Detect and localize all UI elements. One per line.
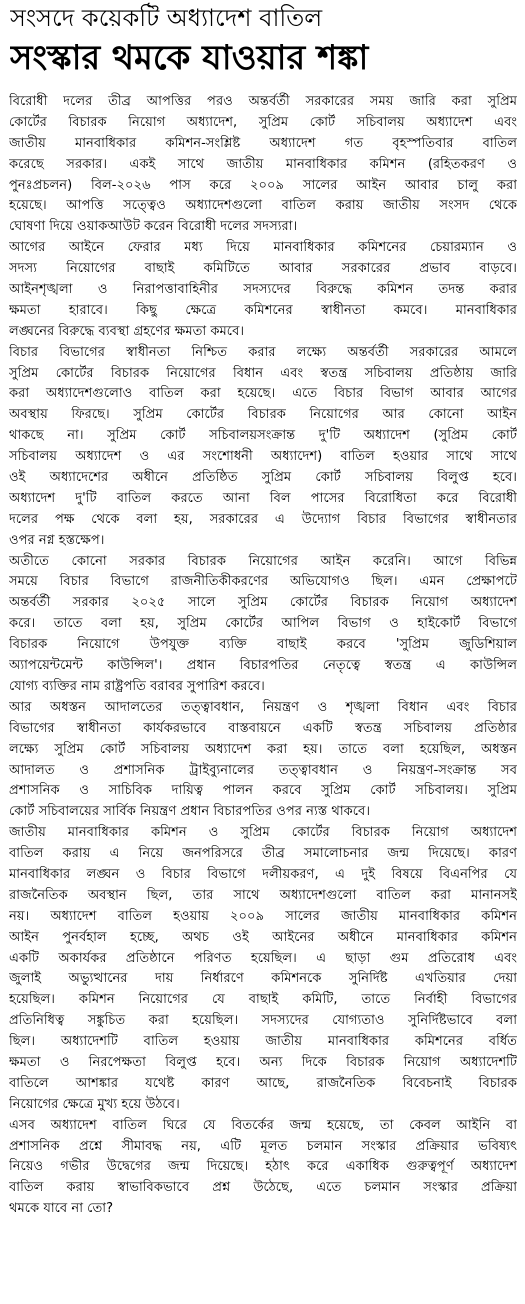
article-paragraph xyxy=(9,552,517,698)
paragraph-line: কোর্টের বিচারক নিয়োগ অধ্যাদেশ, সুপ্রিম কোর্ট সচিবালয় অধ্যাদেশ এবং xyxy=(9,114,517,130)
paragraph-line: বাতিল করায় এ নিয়ে জনপরিসরে তীব্র সমালোচনার জন্ম দিয়েছে। কারণ xyxy=(9,846,517,862)
paragraph-line: বাতিলে আশঙ্কার যথেষ্ট কারণ আছে, রাজনৈতিক বিবেচনাই বিচারক xyxy=(9,1075,517,1091)
paragraph-line: অধ্যাদেশ দু'টি বাতিল করতে আনা বিল পাসের বিরোধিতা করে বিরোধী xyxy=(9,490,517,506)
article-paragraph xyxy=(9,343,517,552)
paragraph-line: ঘোষণা দিয়ে ওয়াকআউট করেন বিরোধী দলের সদস্যরা। xyxy=(9,219,298,235)
paragraph-line: সময়ে বিচার বিভাগে রাজনীতিকীকরণের অভিযোগও ছিল। এমন প্রেক্ষাপটে xyxy=(9,574,517,590)
paragraph-line: আগের আইনে ফেরার মধ্য দিয়ে মানবাধিকার কমিশনের চেয়ারম্যান ও xyxy=(9,240,517,256)
paragraph-line: অবস্থায় ফিরছে। সুপ্রিম কোর্টের বিচারক নিয়োগের আর কোনো আইন xyxy=(9,407,517,423)
article-paragraph xyxy=(9,698,517,823)
paragraph-line: করেছে সরকার। একই সাথে জাতীয় মানবাধিকার কমিশন (রহিতকরণ ও xyxy=(9,156,517,172)
paragraph-line: ছিল। অধ্যাদেশটি বাতিল হওয়ায় জাতীয় মানবাধিকার কমিশনের বর্ধিত xyxy=(9,1034,517,1050)
paragraph-line: যোগ্য ব্যক্তির নাম রাষ্ট্রপতি বরাবর সুপারিশ করবে। xyxy=(9,678,265,694)
paragraph-line: সচিবালয় অধ্যাদেশ ও এর সংশোধনী অধ্যাদেশ) বাতিল হওয়ার সাথে সাথে xyxy=(9,449,517,465)
paragraph-line: লক্ষ্যে সুপ্রিম কোর্ট সচিবালয় অধ্যাদেশ করা হয়। তাতে বলা হয়েছিল, অধস্তন xyxy=(9,741,517,757)
paragraph-line: নিয়েও গভীর উদ্বেগের জন্ম দিয়েছে। হঠাৎ করে একাধিক গুরুত্বপূর্ণ অধ্যাদেশ xyxy=(9,1159,517,1175)
article-body xyxy=(9,92,517,1300)
paragraph-line: নিয়োগের ক্ষেত্রে মুখ্য হয়ে উঠবে। xyxy=(9,1096,180,1112)
paragraph-line: প্রতিনিধিত্ব সঙ্কুচিত করা হয়েছিল। সদস্যদের যোগ্যতাও সুনির্দিষ্টভাবে বলা xyxy=(9,1013,517,1029)
paragraph-line: বিচার বিভাগের স্বাধীনতা নিশ্চিত করার লক্ষ্যে অন্তর্বর্তী সরকারের আমলে xyxy=(9,344,517,360)
paragraph-line: বিচারক নিয়োগে উপযুক্ত ব্যক্তি বাছাই করবে 'সুপ্রিম জুডিশিয়াল xyxy=(9,637,517,653)
article-paragraph xyxy=(9,92,517,238)
paragraph-line: জাতীয় মানবাধিকার কমিশন-সংশ্লিষ্ট অধ্যাদেশ গত বৃহস্পতিবার বাতিল xyxy=(9,135,517,151)
paragraph-line: বিভাগের স্বাধীনতা কার্যকরভাবে বাস্তবায়নে একটি স্বতন্ত্র সচিবালয় প্রতিষ্ঠার xyxy=(9,720,517,736)
paragraph-line: হয়েছে। আপত্তি সত্ত্বেও অধ্যাদেশগুলো বাতিল করায় জাতীয় সংসদ থেকে xyxy=(9,198,517,214)
paragraph-line: জাতীয় মানবাধিকার কমিশন ও সুপ্রিম কোর্টের বিচারক নিয়োগ অধ্যাদেশ xyxy=(9,825,517,841)
paragraph-line: বিরোধী দলের তীব্র আপত্তির পরও অন্তর্বর্তী সরকারের সময় জারি করা সুপ্রিম xyxy=(9,94,517,109)
paragraph-line: দলের পক্ষ থেকে বলা হয়, সরকারের এ উদ্যোগ বিচার বিভাগের স্বাধীনতার xyxy=(9,511,517,527)
paragraph-line: পুনঃপ্রচলন) বিল-২০২৬ পাস করে ২০০৯ সালের আইন আবার চালু করা xyxy=(9,177,517,193)
paragraph-line: আইনশৃঙ্খলা ও নিরাপত্তাবাহিনীর সদস্যদের বিরুদ্ধে কমিশন তদন্ত করার xyxy=(9,282,517,298)
paragraph-line: আইন পুনর্বহাল হচ্ছে, অথচ ওই আইনের অধীনে মানবাধিকার কমিশন xyxy=(9,929,517,945)
paragraph-line: আর অধস্তন আদালতের তত্ত্বাবধান, নিয়ন্ত্রণ ও শৃঙ্খলা বিধান এবং বিচার xyxy=(9,699,517,715)
paragraph-line: বাতিল করায় স্বাভাবিকভাবে প্রশ্ন উঠেছে, এতে চলমান সংস্কার প্রক্রিয়া xyxy=(9,1180,517,1196)
paragraph-line: রাজনৈতিক অবস্থান ছিল, তার সাথে অধ্যাদেশগুলো বাতিল করা মানানসই xyxy=(9,887,517,903)
article-paragraph xyxy=(9,238,517,342)
paragraph-line: থমকে যাবে না তো? xyxy=(9,1201,114,1217)
paragraph-line: ক্ষমতা হারাবে। কিছু ক্ষেত্রে কমিশনের স্বাধীনতা কমবে। মানবাধিকার xyxy=(9,302,517,318)
paragraph-line: হয়েছিল। কমিশন নিয়োগের যে বাছাই কমিটি, তাতে নির্বাহী বিভাগের xyxy=(9,992,517,1008)
article-headline: সংস্কার থমকে যাওয়ার শঙ্কা xyxy=(10,38,369,78)
paragraph-line: অ্যাপয়েন্টমেন্ট কাউন্সিল'। প্রধান বিচারপতির নেতৃত্বে স্বতন্ত্র এ কাউন্সিল xyxy=(9,658,517,674)
paragraph-line: কোর্ট সচিবালয়ের সার্বিক নিয়ন্ত্রণ প্রধান বিচারপতির ওপর ন্যস্ত থাকবে। xyxy=(9,804,371,820)
paragraph-line: ওই অধ্যাদেশের অধীনে প্রতিষ্ঠিত সুপ্রিম কোর্ট সচিবালয় বিলুপ্ত হবে। xyxy=(9,470,517,486)
article-paragraph xyxy=(9,1116,517,1220)
paragraph-line: আদালত ও প্রশাসনিক ট্রাইব্যুনালের তত্ত্বাবধান ও নিয়ন্ত্রণ-সংক্রান্ত সব xyxy=(9,762,517,778)
paragraph-line: প্রশাসনিক প্রশ্নে সীমাবদ্ধ নয়, এটি মূলত চলমান সংস্কার প্রক্রিয়ার ভবিষ্যৎ xyxy=(9,1138,517,1154)
paragraph-line: অন্তর্বর্তী সরকার ২০২৫ সালে সুপ্রিম কোর্টের বিচারক নিয়োগ অধ্যাদেশ xyxy=(9,595,517,611)
article-paragraph xyxy=(9,823,517,1115)
paragraph-line: ওপর নগ্ন হস্তক্ষেপ। xyxy=(9,532,105,548)
paragraph-line: নয়। অধ্যাদেশ বাতিল হওয়ায় ২০০৯ সালের জাতীয় মানবাধিকার কমিশন xyxy=(9,908,517,924)
article-kicker: সংসদে কয়েকটি অধ্যাদেশ বাতিল xyxy=(10,4,323,32)
paragraph-line: লঙ্ঘনের বিরুদ্ধে ব্যবস্থা গ্রহণের ক্ষমতা কমবে। xyxy=(9,323,245,339)
paragraph-line: প্রশাসনিক ও সাচিবিক দায়িত্ব পালন করবে সুপ্রিম কোর্ট সচিবালয়। সুপ্রিম xyxy=(9,783,517,799)
paragraph-line: করা অধ্যাদেশগুলোও বাতিল করা হয়েছে। এতে বিচার বিভাগ আবার আগের xyxy=(9,386,517,402)
paragraph-line: সুপ্রিম কোর্টের বিচারক নিয়োগের বিধান এবং স্বতন্ত্র সচিবালয় প্রতিষ্ঠায় জারি xyxy=(9,365,517,381)
paragraph-line: ক্ষমতা ও নিরপেক্ষতা বিলুপ্ত হবে। অন্য দিকে বিচারক নিয়োগ অধ্যাদেশটি xyxy=(9,1054,517,1070)
paragraph-line: করে। তাতে বলা হয়, সুপ্রিম কোর্টের আপিল বিভাগ ও হাইকোর্ট বিভাগে xyxy=(9,616,517,632)
paragraph-line: অতীতে কোনো সরকার বিচারক নিয়োগের আইন করেনি। আগে বিভিন্ন xyxy=(9,553,517,569)
paragraph-line: এসব অধ্যাদেশ বাতিল ঘিরে যে বিতর্কের জন্ম হয়েছে, তা কেবল আইনি বা xyxy=(9,1117,517,1133)
paragraph-line: সদস্য নিয়োগের বাছাই কমিটিতে আবার সরকারের প্রভাব বাড়বে। xyxy=(9,261,517,277)
paragraph-line: জুলাই অভ্যুত্থানের দায় নির্ধারণে কমিশনকে সুনির্দিষ্ট এখতিয়ার দেয়া xyxy=(9,971,517,987)
paragraph-line: থাকছে না। সুপ্রিম কোর্ট সচিবালয়সংক্রান্ত দু'টি অধ্যাদেশ (সুপ্রিম কোর্ট xyxy=(9,428,517,444)
paragraph-line: মানবাধিকার লঙ্ঘন ও বিচার বিভাগে দলীয়করণ, এ দুই বিষয়ে বিএনপির যে xyxy=(9,866,517,882)
paragraph-line: একটি অকার্যকর প্রতিষ্ঠানে পরিণত হয়েছিল। এ ছাড়া গুম প্রতিরোধ এবং xyxy=(9,950,517,966)
